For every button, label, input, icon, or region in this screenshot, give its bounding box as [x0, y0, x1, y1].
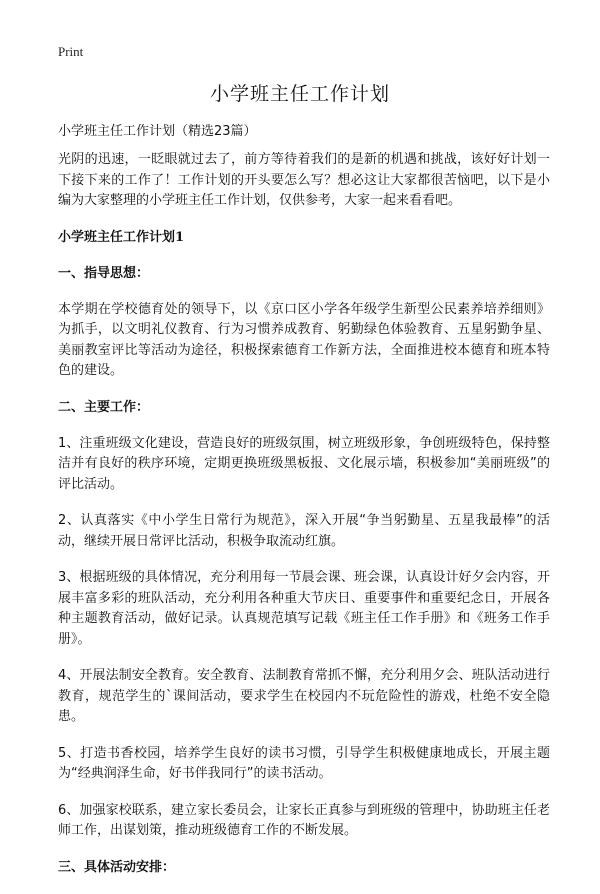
document-subtitle: 小学班主任工作计划（精选23篇）	[58, 124, 257, 139]
section-title: 小学班主任工作计划1	[58, 229, 185, 245]
heading-guiding-ideas: 一、指导思想：	[58, 265, 150, 281]
work-item-4: 4、开展法制安全教育。安全教育、法制教育常抓不懈，充分利用夕会、班队活动进行教育，规范学生的`课间活动，要求学生在校园内不玩危险性的游戏，杜绝不安全隐患。	[58, 668, 550, 724]
page-title: 小学班主任工作计划	[209, 83, 390, 105]
work-item-2: 2、认真落实《中小学生日常行为规范》，深入开展“争当躬勤星、五星我最棒”的活动，继续开展日常评比活动，积极争取流动红旗。	[58, 513, 550, 549]
work-item-1: 1、注重班级文化建设，营造良好的班级氛围，树立班级形象，争创班级特色，保持整洁并有良好的秩序环境，定期更换班级黑板报、文化展示墙，积极参加“美丽班级”的评比活动。	[58, 435, 550, 492]
print-link[interactable]: Print	[58, 44, 84, 59]
intro-paragraph: 光阴的迅速，一眨眼就过去了，前方等待着我们的是新的机遇和挑战，该好好计划一下接下来的工作了！工作计划的开头要怎么写？想必这让大家都很苦恼吧，以下是小编为大家整理的小学班主任工作计划，仅供参考，大家一起来看看吧。	[58, 152, 550, 208]
guiding-ideas-paragraph: 本学期在学校德育处的领导下，以《京口区小学各年级学生新型公民素养培养细则》为抓手，以文明礼仪教育、行为习惯养成教育、躬勤绿色体验教育、五星躬勤争星、美丽教室评比等活动为途径，积极探索德育工作新方法，全面推进校本德育和班本特色的建设。	[58, 301, 550, 378]
work-item-6: 6、加强家校联系，建立家长委员会，让家长正真参与到班级的管理中，协助班主任老师工作，出谋划策，推动班级德育工作的不断发展。	[58, 802, 550, 838]
heading-main-work: 二、主要工作：	[58, 399, 150, 415]
heading-activities: 三、具体活动安排：	[58, 859, 176, 875]
document-body	[58, 150, 550, 894]
work-item-5: 5、打造书香校园，培养学生良好的读书习惯，引导学生积极健康地成长，开展主题为“经典润泽生命，好书伴我同行”的读书活动。	[58, 745, 550, 781]
work-item-3: 3、根据班级的具体情况，充分利用每一节晨会课、班会课，认真设计好夕会内容，开展丰富多彩的班队活动，充分利用各种重大节庆日、重要事件和重要纪念日，开展各种主题教育活动，做好记录。认真规范填写记载《班主任工作手册》和《班务工作手册》。	[58, 570, 550, 647]
